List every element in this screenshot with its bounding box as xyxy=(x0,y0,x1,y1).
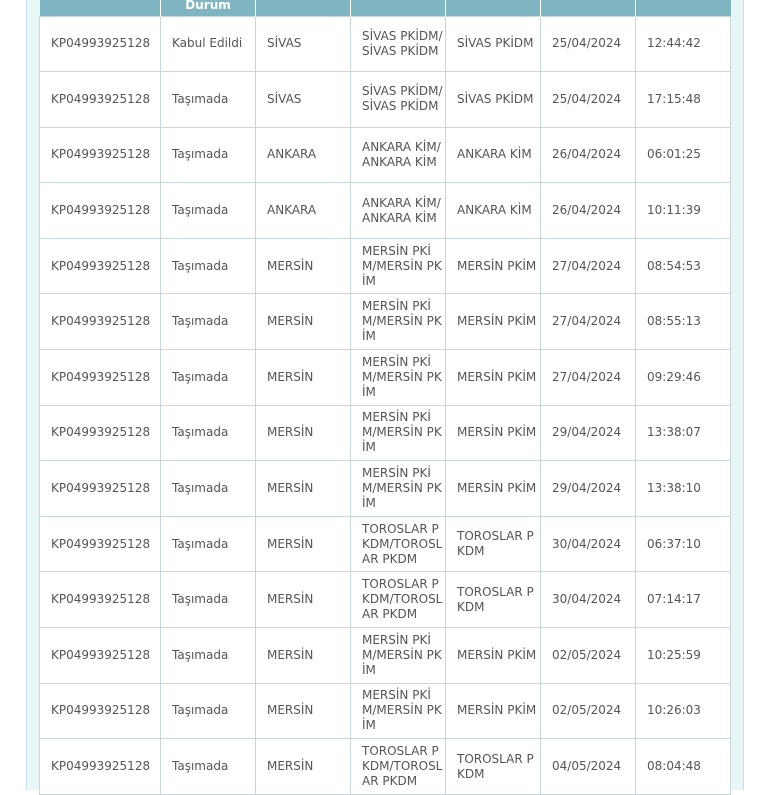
cell-unit: MERSİN PKİM/MERSİN PKİM xyxy=(351,405,446,461)
cell-unit: MERSİN PKİM/MERSİN PKİM xyxy=(351,683,446,739)
cell-code: KP04993925128 xyxy=(40,238,161,294)
table-row xyxy=(40,572,731,628)
table-row xyxy=(40,294,731,350)
cell-date: 26/04/2024 xyxy=(541,183,636,239)
table-row xyxy=(40,72,731,128)
cell-date: 25/04/2024 xyxy=(541,16,636,72)
cell-date: 29/04/2024 xyxy=(541,461,636,517)
cell-status: Taşımada xyxy=(161,572,256,628)
table-row xyxy=(40,405,731,461)
cell-center: MERSİN PKİM xyxy=(446,461,541,517)
cell-city: MERSİN xyxy=(256,516,351,572)
cell-city: MERSİN xyxy=(256,683,351,739)
cell-city: ANKARA xyxy=(256,183,351,239)
header-cell-code xyxy=(40,0,161,16)
cell-center: SİVAS PKİDM xyxy=(446,72,541,128)
cell-code: KP04993925128 xyxy=(40,516,161,572)
cell-time: 13:38:10 xyxy=(636,461,731,517)
table-row xyxy=(40,16,731,72)
table-row xyxy=(40,516,731,572)
cell-code: KP04993925128 xyxy=(40,683,161,739)
cell-status: Taşımada xyxy=(161,127,256,183)
cell-status: Taşımada xyxy=(161,350,256,406)
cell-status: Taşımada xyxy=(161,739,256,795)
cell-city: SİVAS xyxy=(256,16,351,72)
cell-code: KP04993925128 xyxy=(40,405,161,461)
cell-city: MERSİN xyxy=(256,461,351,517)
cell-status: Taşımada xyxy=(161,238,256,294)
cell-code: KP04993925128 xyxy=(40,350,161,406)
cell-code: KP04993925128 xyxy=(40,628,161,684)
cell-unit: TOROSLAR PKDM/TOROSLAR PKDM xyxy=(351,572,446,628)
cell-city: SİVAS xyxy=(256,72,351,128)
cell-time: 10:26:03 xyxy=(636,683,731,739)
cell-unit: SİVAS PKİDM/SİVAS PKİDM xyxy=(351,16,446,72)
table-row xyxy=(40,183,731,239)
cell-status: Taşımada xyxy=(161,628,256,684)
cell-center: ANKARA KİM xyxy=(446,183,541,239)
cell-code: KP04993925128 xyxy=(40,183,161,239)
table-row xyxy=(40,739,731,795)
cell-time: 06:01:25 xyxy=(636,127,731,183)
cell-status: Taşımada xyxy=(161,183,256,239)
cell-date: 27/04/2024 xyxy=(541,294,636,350)
header-cell-unit xyxy=(351,0,446,16)
table-row xyxy=(40,683,731,739)
cell-status: Taşımada xyxy=(161,461,256,517)
cell-city: MERSİN xyxy=(256,350,351,406)
cell-time: 17:15:48 xyxy=(636,72,731,128)
cell-unit: MERSİN PKİM/MERSİN PKİM xyxy=(351,238,446,294)
cell-code: KP04993925128 xyxy=(40,127,161,183)
cell-code: KP04993925128 xyxy=(40,461,161,517)
cell-city: MERSİN xyxy=(256,572,351,628)
cell-center: ANKARA KİM xyxy=(446,127,541,183)
cell-city: MERSİN xyxy=(256,294,351,350)
cell-date: 30/04/2024 xyxy=(541,572,636,628)
cell-unit: TOROSLAR PKDM/TOROSLAR PKDM xyxy=(351,739,446,795)
cell-time: 06:37:10 xyxy=(636,516,731,572)
table-body xyxy=(40,16,731,794)
cell-center: TOROSLAR PKDM xyxy=(446,572,541,628)
cell-code: KP04993925128 xyxy=(40,294,161,350)
cell-city: MERSİN xyxy=(256,628,351,684)
cell-status: Taşımada xyxy=(161,683,256,739)
header-cell-city xyxy=(256,0,351,16)
cell-code: KP04993925128 xyxy=(40,739,161,795)
cell-date: 29/04/2024 xyxy=(541,405,636,461)
cell-code: KP04993925128 xyxy=(40,572,161,628)
cell-date: 27/04/2024 xyxy=(541,238,636,294)
cell-unit: MERSİN PKİM/MERSİN PKİM xyxy=(351,350,446,406)
cell-status: Taşımada xyxy=(161,72,256,128)
cell-code: KP04993925128 xyxy=(40,72,161,128)
cell-center: MERSİN PKİM xyxy=(446,294,541,350)
cell-center: MERSİN PKİM xyxy=(446,350,541,406)
cell-date: 04/05/2024 xyxy=(541,739,636,795)
table-header-row xyxy=(40,0,731,16)
cell-unit: TOROSLAR PKDM/TOROSLAR PKDM xyxy=(351,516,446,572)
cell-date: 27/04/2024 xyxy=(541,350,636,406)
cell-status: Kabul Edildi xyxy=(161,16,256,72)
cell-status: Taşımada xyxy=(161,294,256,350)
cell-code: KP04993925128 xyxy=(40,16,161,72)
cell-date: 02/05/2024 xyxy=(541,628,636,684)
tracking-table xyxy=(39,0,731,795)
cell-center: TOROSLAR PKDM xyxy=(446,739,541,795)
cell-center: TOROSLAR PKDM xyxy=(446,516,541,572)
cell-center: MERSİN PKİM xyxy=(446,238,541,294)
cell-unit: SİVAS PKİDM/SİVAS PKİDM xyxy=(351,72,446,128)
cell-city: MERSİN xyxy=(256,238,351,294)
cell-time: 08:04:48 xyxy=(636,739,731,795)
cell-unit: ANKARA KİM/ANKARA KİM xyxy=(351,183,446,239)
cell-date: 30/04/2024 xyxy=(541,516,636,572)
cell-date: 02/05/2024 xyxy=(541,683,636,739)
cell-city: ANKARA xyxy=(256,127,351,183)
cell-time: 10:11:39 xyxy=(636,183,731,239)
cell-time: 08:55:13 xyxy=(636,294,731,350)
cell-time: 13:38:07 xyxy=(636,405,731,461)
cell-center: MERSİN PKİM xyxy=(446,628,541,684)
cell-unit: ANKARA KİM/ANKARA KİM xyxy=(351,127,446,183)
table-row xyxy=(40,238,731,294)
table-row xyxy=(40,127,731,183)
cell-time: 08:54:53 xyxy=(636,238,731,294)
cell-time: 10:25:59 xyxy=(636,628,731,684)
table-row xyxy=(40,350,731,406)
cell-center: MERSİN PKİM xyxy=(446,683,541,739)
cell-time: 09:29:46 xyxy=(636,350,731,406)
header-cell-status: Durum xyxy=(161,0,256,16)
cell-unit: MERSİN PKİM/MERSİN PKİM xyxy=(351,294,446,350)
cell-date: 26/04/2024 xyxy=(541,127,636,183)
table-row xyxy=(40,461,731,517)
cell-city: MERSİN xyxy=(256,739,351,795)
cell-center: SİVAS PKİDM xyxy=(446,16,541,72)
cell-status: Taşımada xyxy=(161,516,256,572)
header-cell-time xyxy=(636,0,731,16)
header-cell-date xyxy=(541,0,636,16)
cell-city: MERSİN xyxy=(256,405,351,461)
table-row xyxy=(40,628,731,684)
cell-date: 25/04/2024 xyxy=(541,72,636,128)
cell-time: 07:14:17 xyxy=(636,572,731,628)
cell-center: MERSİN PKİM xyxy=(446,405,541,461)
cell-status: Taşımada xyxy=(161,405,256,461)
cell-unit: MERSİN PKİM/MERSİN PKİM xyxy=(351,461,446,517)
cell-unit: MERSİN PKİM/MERSİN PKİM xyxy=(351,628,446,684)
cell-time: 12:44:42 xyxy=(636,16,731,72)
header-cell-center xyxy=(446,0,541,16)
